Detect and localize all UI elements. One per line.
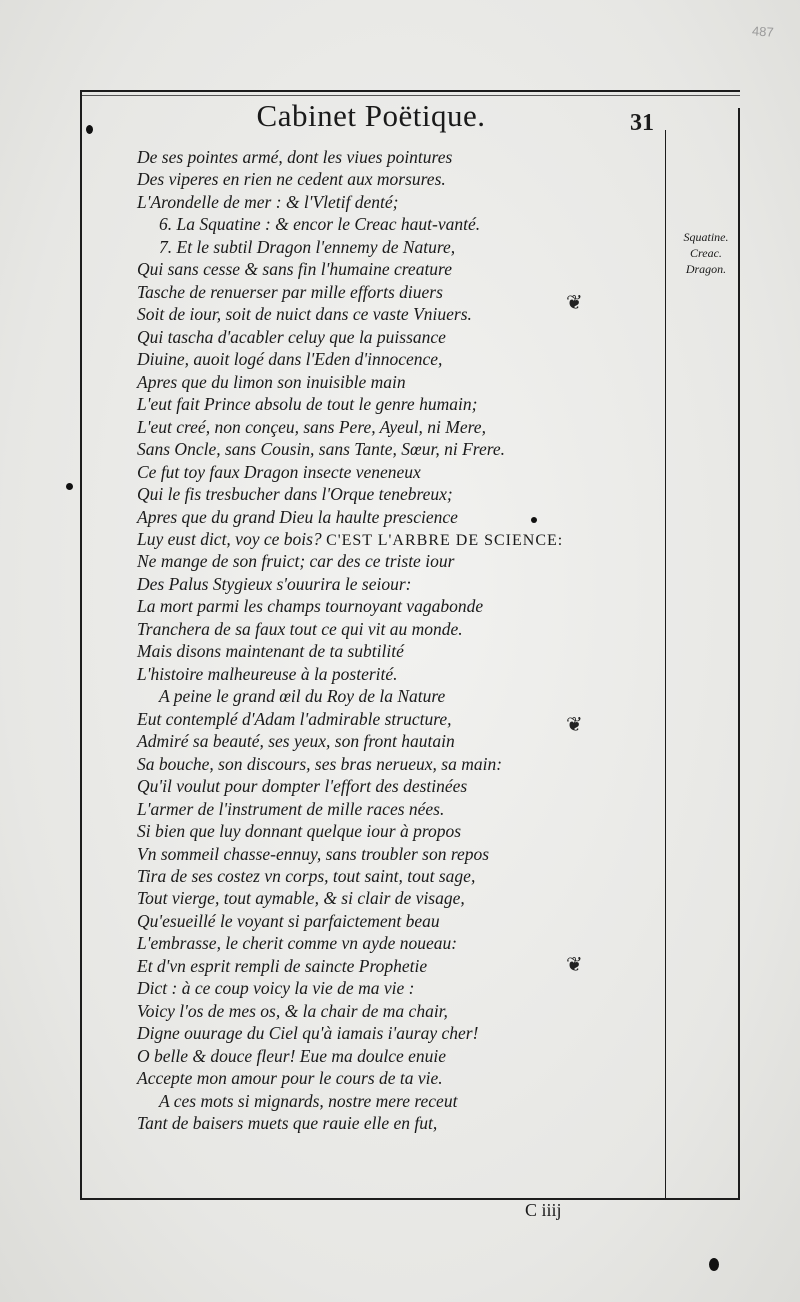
ink-spot	[709, 1258, 719, 1271]
verse-line: Accepte mon amour pour le cours de ta vie.	[137, 1068, 443, 1089]
verse-line: Apres que du grand Dieu la haulte prescience	[137, 506, 458, 527]
verse-line: Sans Oncle, sans Cousin, sans Tante, Sœur, ni Frere.	[137, 439, 506, 460]
verse-line: Apres que du limon son inuisible main	[137, 371, 406, 392]
running-title: Cabinet Poëtique.	[256, 98, 486, 133]
verse-line: A ces mots si mignards, nostre mere receut	[159, 1090, 458, 1111]
verse-line: De ses pointes armé, dont les viues pointures	[137, 147, 453, 167]
margin-note-squatine: Squatine.	[683, 230, 729, 244]
small-caps-phrase: C'EST L'ARBRE DE SCIENCE:	[326, 531, 564, 549]
verse-line: Tant de baisers muets que rauie elle en fut,	[137, 1113, 438, 1134]
fleuron-icon: ❦	[566, 954, 583, 976]
fleuron-icon: ❦	[566, 714, 583, 736]
verse-line-arbre: Luy eust dict, voy ce bois? C'EST L'ARBRE DE SCIENCE:	[137, 528, 564, 549]
verse-line: Et d'vn esprit rempli de saincte Prophetie	[137, 955, 428, 976]
verse-line: L'histoire malheureuse à la posterité.	[137, 663, 398, 684]
verse-line: L'armer de l'instrument de mille races nées.	[137, 798, 445, 819]
left-rule	[80, 90, 82, 1200]
top-rule-thin	[80, 95, 740, 96]
shelfmark: 487	[751, 23, 775, 40]
verse-line: Si bien que luy donnant quelque iour à propos	[137, 821, 462, 842]
verse-line: Tasche de renuerser par mille efforts diuers	[137, 281, 443, 302]
right-rule	[738, 108, 740, 1200]
bottom-rule	[80, 1198, 740, 1200]
verse-line: A peine le grand œil du Roy de la Nature	[159, 686, 446, 707]
verse-line: Digne ouurage du Ciel qu'à iamais i'auray cher!	[137, 1023, 479, 1044]
verse-line: La mort parmi les champs tournoyant vagabonde	[137, 596, 484, 617]
margin-notes	[676, 229, 736, 277]
verse-line: Dict : à ce coup voicy la vie de ma vie :	[137, 978, 415, 999]
verse-line: Ne mange de son fruict; car des ce triste iour	[137, 551, 455, 572]
verse-line: L'eut fait Prince absolu de tout le genre humain;	[137, 394, 478, 415]
verse-line: Soit de iour, soit de nuict dans ce vaste Vniuers.	[137, 304, 472, 325]
verse-line: Voicy l'os de mes os, & la chair de ma chair,	[137, 1000, 448, 1021]
verse-line: Des viperes en rien ne cedent aux morsures.	[137, 169, 446, 190]
ink-spot	[531, 517, 537, 523]
verse-line: L'eut creé, non conçeu, sans Pere, Ayeul, ni Mere,	[137, 416, 486, 437]
verse-line: Des Palus Stygieux s'ouurira le seiour:	[137, 573, 412, 594]
top-rule	[80, 90, 740, 92]
verse-line: Sa bouche, son discours, ses bras nerueux, sa main:	[137, 753, 503, 774]
page-number: 31	[630, 110, 654, 136]
verse-line: Tranchera de sa faux tout ce qui vit au monde.	[137, 618, 463, 639]
verse-line: Qui le fis tresbucher dans l'Orque tenebreux;	[137, 484, 453, 505]
ink-spot	[66, 483, 73, 490]
verse-line: Diuine, auoit logé dans l'Eden d'innocence,	[137, 349, 443, 370]
verse-line: Admiré sa beauté, ses yeux, son front hautain	[137, 731, 455, 752]
verse-line: Tout vierge, tout aymable, & si clair de visage,	[137, 888, 465, 909]
verse-line: Qu'il voulut pour dompter l'effort des destinées	[137, 776, 468, 797]
verse-line: 6. La Squatine : & encor le Creac haut-vanté.	[159, 214, 481, 235]
verse-line: Mais disons maintenant de ta subtilité	[137, 641, 404, 662]
verse-line: Tira de ses costez vn corps, tout saint, tout sage,	[137, 866, 476, 886]
verse-line: L'Arondelle de mer : & l'Vletif denté;	[137, 191, 399, 212]
signature-mark: C iiij	[525, 1200, 562, 1220]
ink-spot	[86, 125, 93, 134]
margin-note-creac: Creac.	[690, 246, 722, 260]
fleuron-icon: ❦	[566, 292, 583, 314]
margin-rule	[665, 130, 666, 1200]
verse-line: Eut contemplé d'Adam l'admirable structure,	[137, 708, 452, 729]
margin-note-dragon: Dragon.	[685, 262, 727, 276]
verse-line: Vn sommeil chasse-ennuy, sans troubler son repos	[137, 843, 490, 864]
verse-line: L'embrasse, le cherit comme vn ayde noueau:	[137, 933, 458, 954]
verse-line: 7. Et le subtil Dragon l'ennemy de Nature,	[159, 236, 456, 257]
verse-line: Ce fut toy faux Dragon insecte veneneux	[137, 461, 421, 482]
verse-line: Qu'esueillé le voyant si parfaictement beau	[137, 910, 440, 931]
verse-line: Qui sans cesse & sans fin l'humaine creature	[137, 259, 452, 280]
verse-line: O belle & douce fleur! Eue ma doulce enuie	[137, 1045, 447, 1066]
verse-line: Qui tascha d'acabler celuy que la puissance	[137, 326, 446, 347]
